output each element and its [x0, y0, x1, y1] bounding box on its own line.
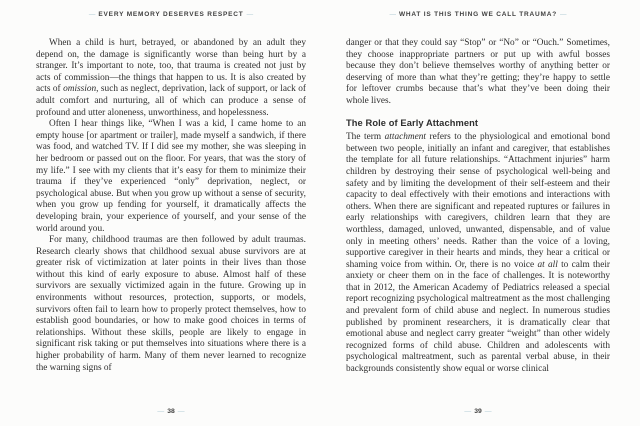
ornament-dash: —: [157, 408, 165, 415]
page-number-right: [346, 408, 610, 415]
page-number-right-value: 39: [474, 408, 482, 415]
ornament-dash: —: [246, 11, 254, 18]
running-head-right: [346, 11, 610, 18]
text-run: , such as neglect, deprivation, lack of support, or lack of adult comfort and nurturing, all of which can produce a sense of profound and utter aloneness, unworthiness, and hopelessness.: [36, 84, 306, 118]
ornament-dash: —: [560, 11, 567, 18]
running-head-left-text: EVERY MEMORY DESERVES RESPECT: [98, 11, 244, 18]
page-number-left: [36, 408, 306, 415]
text-run: The term: [346, 132, 385, 143]
text-run-italic: attachment: [384, 132, 426, 143]
text-run: For many, childhood traumas are then followed by adult traumas. Research clearly shows that childhood sexual abuse survivors are at greater risk of victimization at later points in their lives than those without this kind of early exposure to abuse. Almost half of these survivors are sexually victimized again in the future. Growing up in environments without resources, protection, supports, or models, survivors often fail to learn how to properly protect themselves, how to establish good boundaries, or how to make good choices in terms of relationships. Without these skills, people are likely to engage in significant risk taking or put themselves into situations where there is a higher probability of harm. Many of them never learned to recognize the warning signs of: [36, 235, 306, 373]
page-number-left-value: 38: [167, 408, 175, 415]
page-right: [320, 0, 640, 426]
ornament-dash: —: [464, 408, 472, 415]
running-head-right-text: WHAT IS THIS THING WE CALL TRAUMA?: [398, 11, 558, 18]
body-paragraph: [36, 38, 306, 119]
text-run: to calm their anxiety or cheer them on in the face of challenges. It is noteworthy that in 2012, the American Academy of Pediatrics released a special report recognizing psychological maltreatment as the most challenging and prevalent form of child abuse and neglect. In numerous studies published by prominent researchers, it is dramatically clear that emotional abuse and neglect carry greater “weight” than other widely recognized forms of child abuse. Children and adolescents with psychological maltreatment, such as parental verbal abuse, in their backgrounds consistently show equal or worse clinical: [346, 259, 610, 375]
body-paragraph: [346, 38, 610, 108]
body-paragraph: [36, 119, 306, 235]
text-run-italic: at all: [537, 259, 558, 270]
text-run: The Role of Early Attachment: [346, 117, 479, 128]
text-run: When a child is hurt, betrayed, or abandoned by an adult they depend on, the damage is significantly worse than being hurt by a stranger. It’s important to note, too, that trauma is created not just by acts of commission—the things that happen to us. It is also created by acts of: [36, 38, 306, 95]
body-paragraph: [36, 235, 306, 374]
text-run: danger or that they could say “Stop” or “No” or “Ouch.” Sometimes, they choose inappropriate partners or put up with awful bosses because they don’t believe themselves worthy of anything better or deserving of more than what they’re getting; they’re happy to settle for leftover crumbs because that’s what they’ve been doing their whole lives.: [346, 38, 610, 106]
running-head-left: [36, 11, 306, 18]
ornament-dash: —: [88, 11, 96, 18]
text-run: refers to the physiological and emotional bond between two people, initially an infant and caregiver, that establishes the template for all future relationships. “Attachment injuries” harm children by destroying their sense of psychological well-being and safety and by limiting the development of their self-esteem and their capacity to deal effectively with their emotions and interactions with others. When there are significant and repeated ruptures or failures in early relationships with caregivers, children learn that they are worthless, damaged, unloved, unwanted, dispensable, and of value only in meeting others’ needs. Rather than the voice of a loving, supportive caregiver in their hearts and minds, they hear a critical or shaming voice from within. Or, there is no voice: [346, 132, 610, 270]
ornament-dash: —: [389, 11, 396, 18]
page-left-body: [36, 38, 306, 398]
body-paragraph: [346, 132, 610, 375]
text-run-italic: omission: [63, 84, 97, 95]
text-run: Often I hear things like, “When I was a kid, I came home to an empty house [or apartment or trailer], made myself a sandwich, if there was food, and watched TV. If I did see my mother, she was sleeping in her bedroom or passed out on the floor. For years, that was the story of my life.” I see with my clients that it’s easy for them to minimize their trauma if they’ve experienced “only” deprivation, neglect, or psychological abuse. But when you grow up without a sense of security, when you grow up fending for yourself, it dramatically affects the developing brain, your experience of yourself, and your sense of the world around you.: [36, 119, 306, 234]
section-heading: [346, 118, 610, 130]
ornament-dash: —: [484, 408, 492, 415]
ornament-dash: —: [177, 408, 185, 415]
page-right-body: [346, 38, 610, 398]
